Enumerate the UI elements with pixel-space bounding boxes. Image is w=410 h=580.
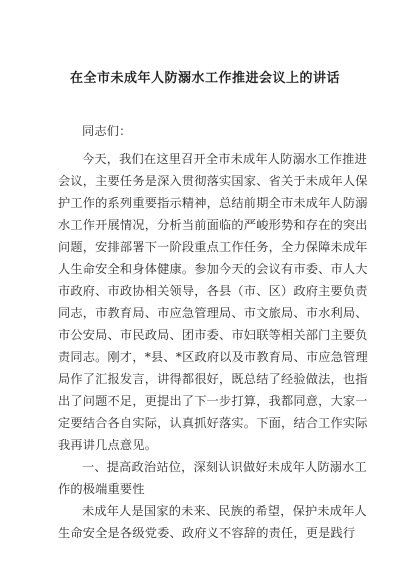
- paragraph-line: 市政府、市政协相关领导，各县（市、区）政府主要负责: [58, 284, 368, 298]
- paragraph-line: 市公安局、市民政局、团市委、市妇联等相关部门主要负: [58, 328, 368, 342]
- paragraph-line: 问题，安排部署下一阶段重点工作任务，全力保障未成年: [58, 240, 368, 254]
- paragraph-line: 出了问题不足，更提出了下一步打算，我都同意，大家一: [58, 394, 368, 408]
- paragraph-line: 护工作的系列重要指示精神，总结前期全市未成年人防溺: [58, 196, 368, 210]
- paragraph-line: 会议，主要任务是深入贯彻落实国家、省关于未成年人保: [58, 174, 368, 188]
- document-title: 在全市未成年人防溺水工作推进会议上的讲话: [69, 71, 340, 86]
- paragraph-line: 今天，我们在这里召开全市未成年人防溺水工作推进: [82, 152, 367, 166]
- salutation: 同志们：: [82, 124, 132, 138]
- paragraph-line: 人生命安全和身体健康。参加今天的会议有市委、市人大: [58, 262, 368, 276]
- paragraph-line: 局作了汇报发言，讲得都很好，既总结了经验做法，也指: [58, 372, 368, 386]
- paragraph-line: 未成年人是国家的未来、民族的希望，保护未成年人: [82, 504, 367, 518]
- paragraph-line: 水工作开展情况，分析当前面临的严峻形势和存在的突出: [58, 218, 368, 232]
- paragraph-line: 责同志。刚才，*县、*区政府以及市教育局、市应急管理: [58, 350, 368, 364]
- paragraph-line: 我再讲几点意见。: [58, 438, 158, 452]
- document-body: [58, 120, 368, 544]
- paragraph-line: 同志，市教育局、市应急管理局、市文旅局、市水利局、: [58, 306, 368, 320]
- section-heading-line: 作的极端重要性: [58, 482, 145, 496]
- paragraph-line: 定要结合各自实际，认真抓好落实。下面，结合工作实际: [58, 416, 368, 430]
- paragraph-line: 生命安全是各级党委、政府义不容辞的责任，更是践行: [58, 526, 356, 540]
- section-heading-line: 一、提高政治站位，深刻认识做好未成年人防溺水工: [82, 460, 367, 474]
